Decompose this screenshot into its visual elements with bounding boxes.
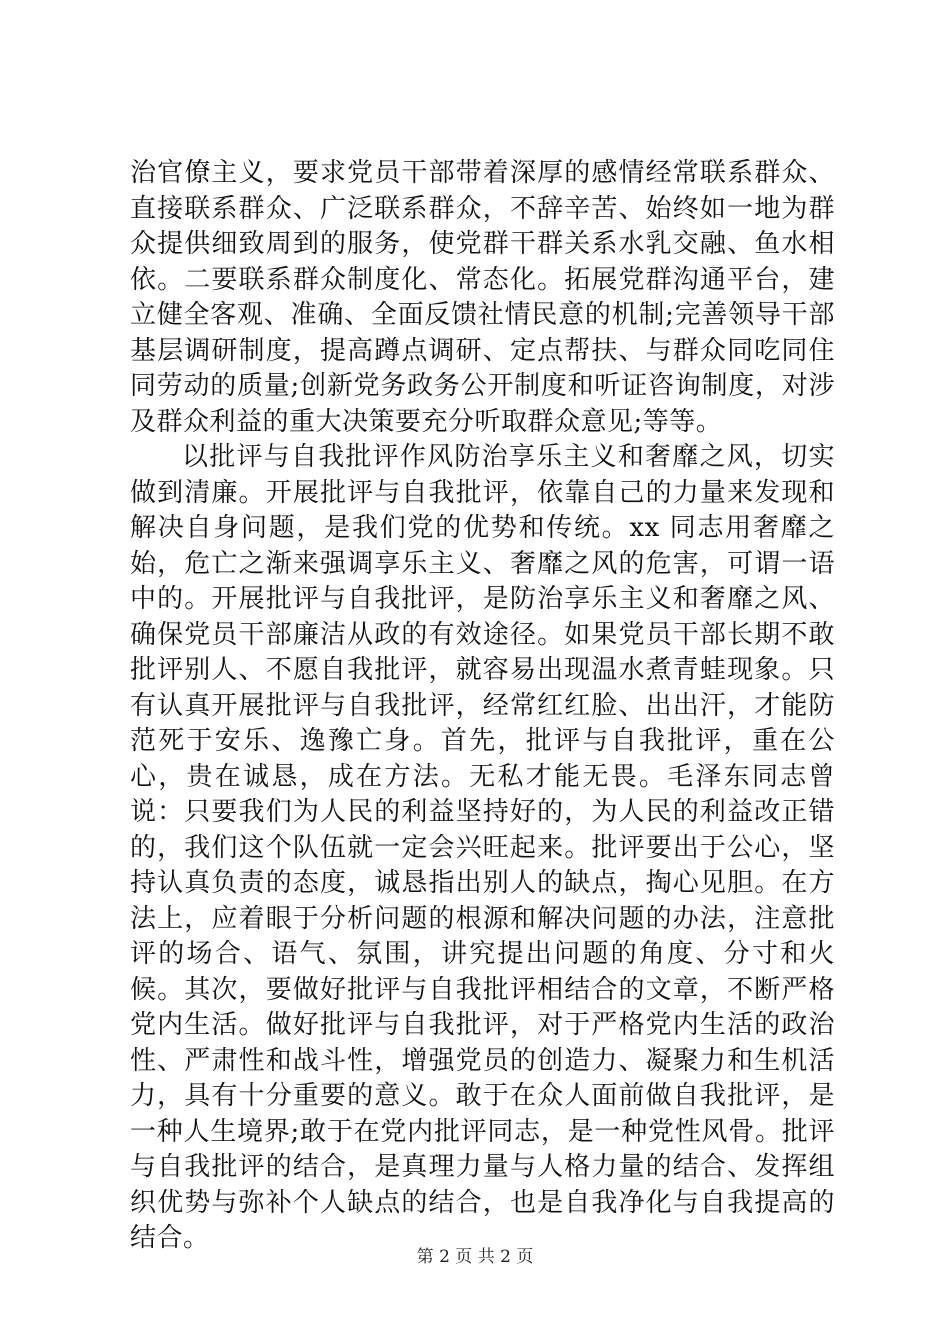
page-footer: 第 2 页 共 2 页 bbox=[416, 1247, 534, 1267]
paragraph-2: 以批评与自我批评作风防治享乐主义和奢靡之风，切实做到清廉。开展批评与自我批评，依靠自己的力量来发现和解决自身问题，是我们党的优势和传统。xx 同志用奢靡之始，危亡之渐来强调享乐主义、奢靡之风的危害，可谓一语中的。开展批评与自我批评，是防治享乐主义和奢靡之风、确保党员干部廉洁从政的有效途径。如果党员干部长期不敢批评别人、不愿自我批评，就容易出现温水煮青蛙现象。只有认真开展批评与自我批评，经常红红脸、出出汗，才能防范死于安乐、逸豫亡身。首先，批评与自我批评，重在公心，贵在诚恳，成在方法。无私才能无畏。毛泽东同志曾说：只要我们为人民的利益坚持好的，为人民的利益改正错的，我们这个队伍就一定会兴旺起来。批评要出于公心，坚持认真负责的态度，诚恳指出别人的缺点，掏心见胆。在方法上，应着眼于分析问题的根源和解决问题的办法，注意批评的场合、语气、氛围，讲究提出问题的角度、分寸和火候。其次，要做好批评与自我批评相结合的文章，不断严格党内生活。做好批评与自我批评，对于严格党内生活的政治性、严肃性和战斗性，增强党员的创造力、凝聚力和生机活力，具有十分重要的意义。敢于在众人面前做自我批评，是一种人生境界;敢于在党内批评同志，是一种党性风骨。批评与自我批评的结合，是真理力量与人格力量的结合、发挥组织优势与弥补个人缺点的结合，也是自我净化与自我提高的结合。 bbox=[130, 442, 835, 1253]
document-body bbox=[130, 156, 835, 1257]
paragraph-1: 治官僚主义，要求党员干部带着深厚的感情经常联系群众、直接联系群众、广泛联系群众，不辞辛苦、始终如一地为群众提供细致周到的服务，使党群干群关系水乳交融、鱼水相依。二要联系群众制度化、常态化。拓展党群沟通平台，建立健全客观、准确、全面反馈社情民意的机制;完善领导干部基层调研制度，提高蹲点调研、定点帮扶、与群众同吃同住同劳动的质量;创新党务政务公开制度和听证咨询制度，对涉及群众利益的重大决策要充分听取群众意见;等等。 bbox=[130, 158, 835, 437]
